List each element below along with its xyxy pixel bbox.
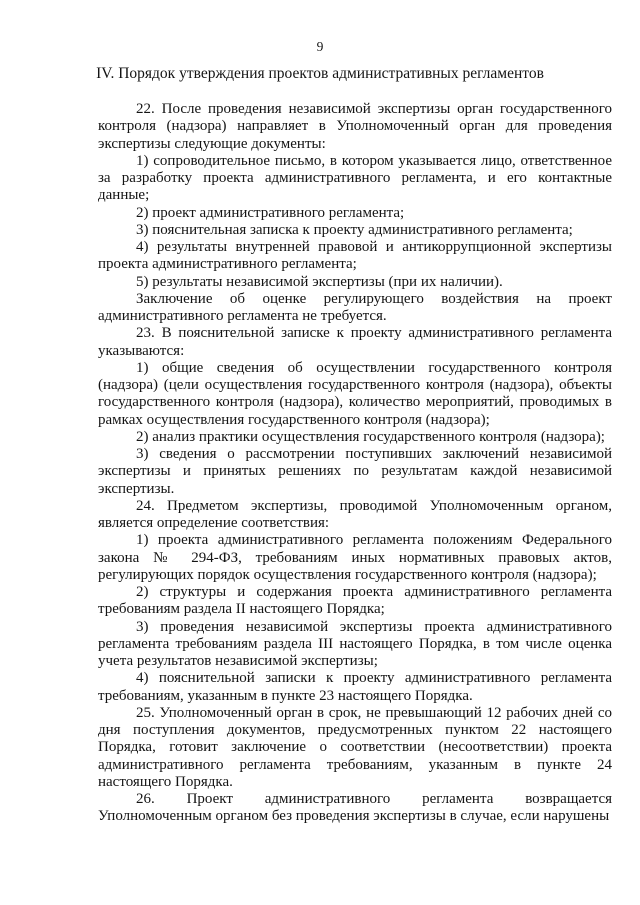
paragraph-26: 26. Проект административного регламента возвращается Уполномоченным органом без проведения экспертизы в случае, если нарушены: [98, 791, 612, 825]
list-item-22-1: 1) сопроводительное письмо, в котором указывается лицо, ответственное за разработку проекта административного регламента, и его контактные данные;: [98, 152, 612, 204]
list-item-24-1: 1) проекта административного регламента положениям Федерального закона № 294-ФЗ, требованиям иных нормативных правовых актов, регулирующих порядок осуществления государственного контроля (надзора);: [98, 532, 612, 583]
section-title: IV. Порядок утверждения проектов административных регламентов: [96, 65, 544, 82]
page-number: 9: [316, 39, 324, 54]
list-item-24-4: 4) пояснительной записки к проекту административного регламента требованиям, указанным в пункте 23 настоящего Порядка.: [98, 670, 612, 704]
list-item-24-3: 3) проведения независимой экспертизы проекта административного регламента требованиям раздела III настоящего Порядка, в том числе оценка учета результатов независимой экспертизы;: [98, 618, 612, 669]
list-item-22-3: 3) пояснительная записка к проекту административного регламента;: [136, 221, 573, 238]
paragraph-23: 23. В пояснительной записке к проекту административного регламента указываются:: [98, 325, 612, 359]
paragraph-25: 25. Уполномоченный орган в срок, не превышающий 12 рабочих дней со дня поступления документов, предусмотренных пунктом 22 настоящего Порядка, готовит заключение о соответствии (несоответствии) проекта административного регламента требованиям, указанным в пункте 24 настоящего Порядка.: [98, 704, 612, 790]
paragraph-22: 22. После проведения независимой экспертизы орган государственного контроля (надзора) направляет в Уполномоченный орган для проведения экспертизы следующие документы:: [98, 101, 612, 152]
list-item-23-1: 1) общие сведения об осуществлении государственного контроля (надзора) (цели осуществления государственного контроля (надзора), объекты государственного контроля (надзора), количество мероприятий, проводимых в рамках осуществления государственного контроля (надзора);: [98, 359, 612, 428]
list-item-23-3: 3) сведения о рассмотрении поступивших заключений независимой экспертизы и принятых решениях по результатам каждой независимой экспертизы.: [98, 446, 612, 497]
paragraph-24: 24. Предметом экспертизы, проводимой Уполномоченным органом, является определение соответствия:: [98, 497, 612, 531]
paragraph-regulatory-note: Заключение об оценке регулирующего воздействия на проект административного регламента не требуется.: [98, 290, 612, 324]
document-body: [98, 101, 612, 826]
list-item-22-4: 4) результаты внутренней правовой и антикоррупционной экспертизы проекта административного регламента;: [98, 239, 612, 273]
list-item-24-2: 2) структуры и содержания проекта административного регламента требованиям раздела II настоящего Порядка;: [98, 584, 612, 618]
list-item-22-2: 2) проект административного регламента;: [136, 204, 405, 221]
list-item-22-5: 5) результаты независимой экспертизы (при их наличии).: [136, 273, 503, 290]
list-item-23-2: 2) анализ практики осуществления государственного контроля (надзора);: [136, 428, 605, 445]
